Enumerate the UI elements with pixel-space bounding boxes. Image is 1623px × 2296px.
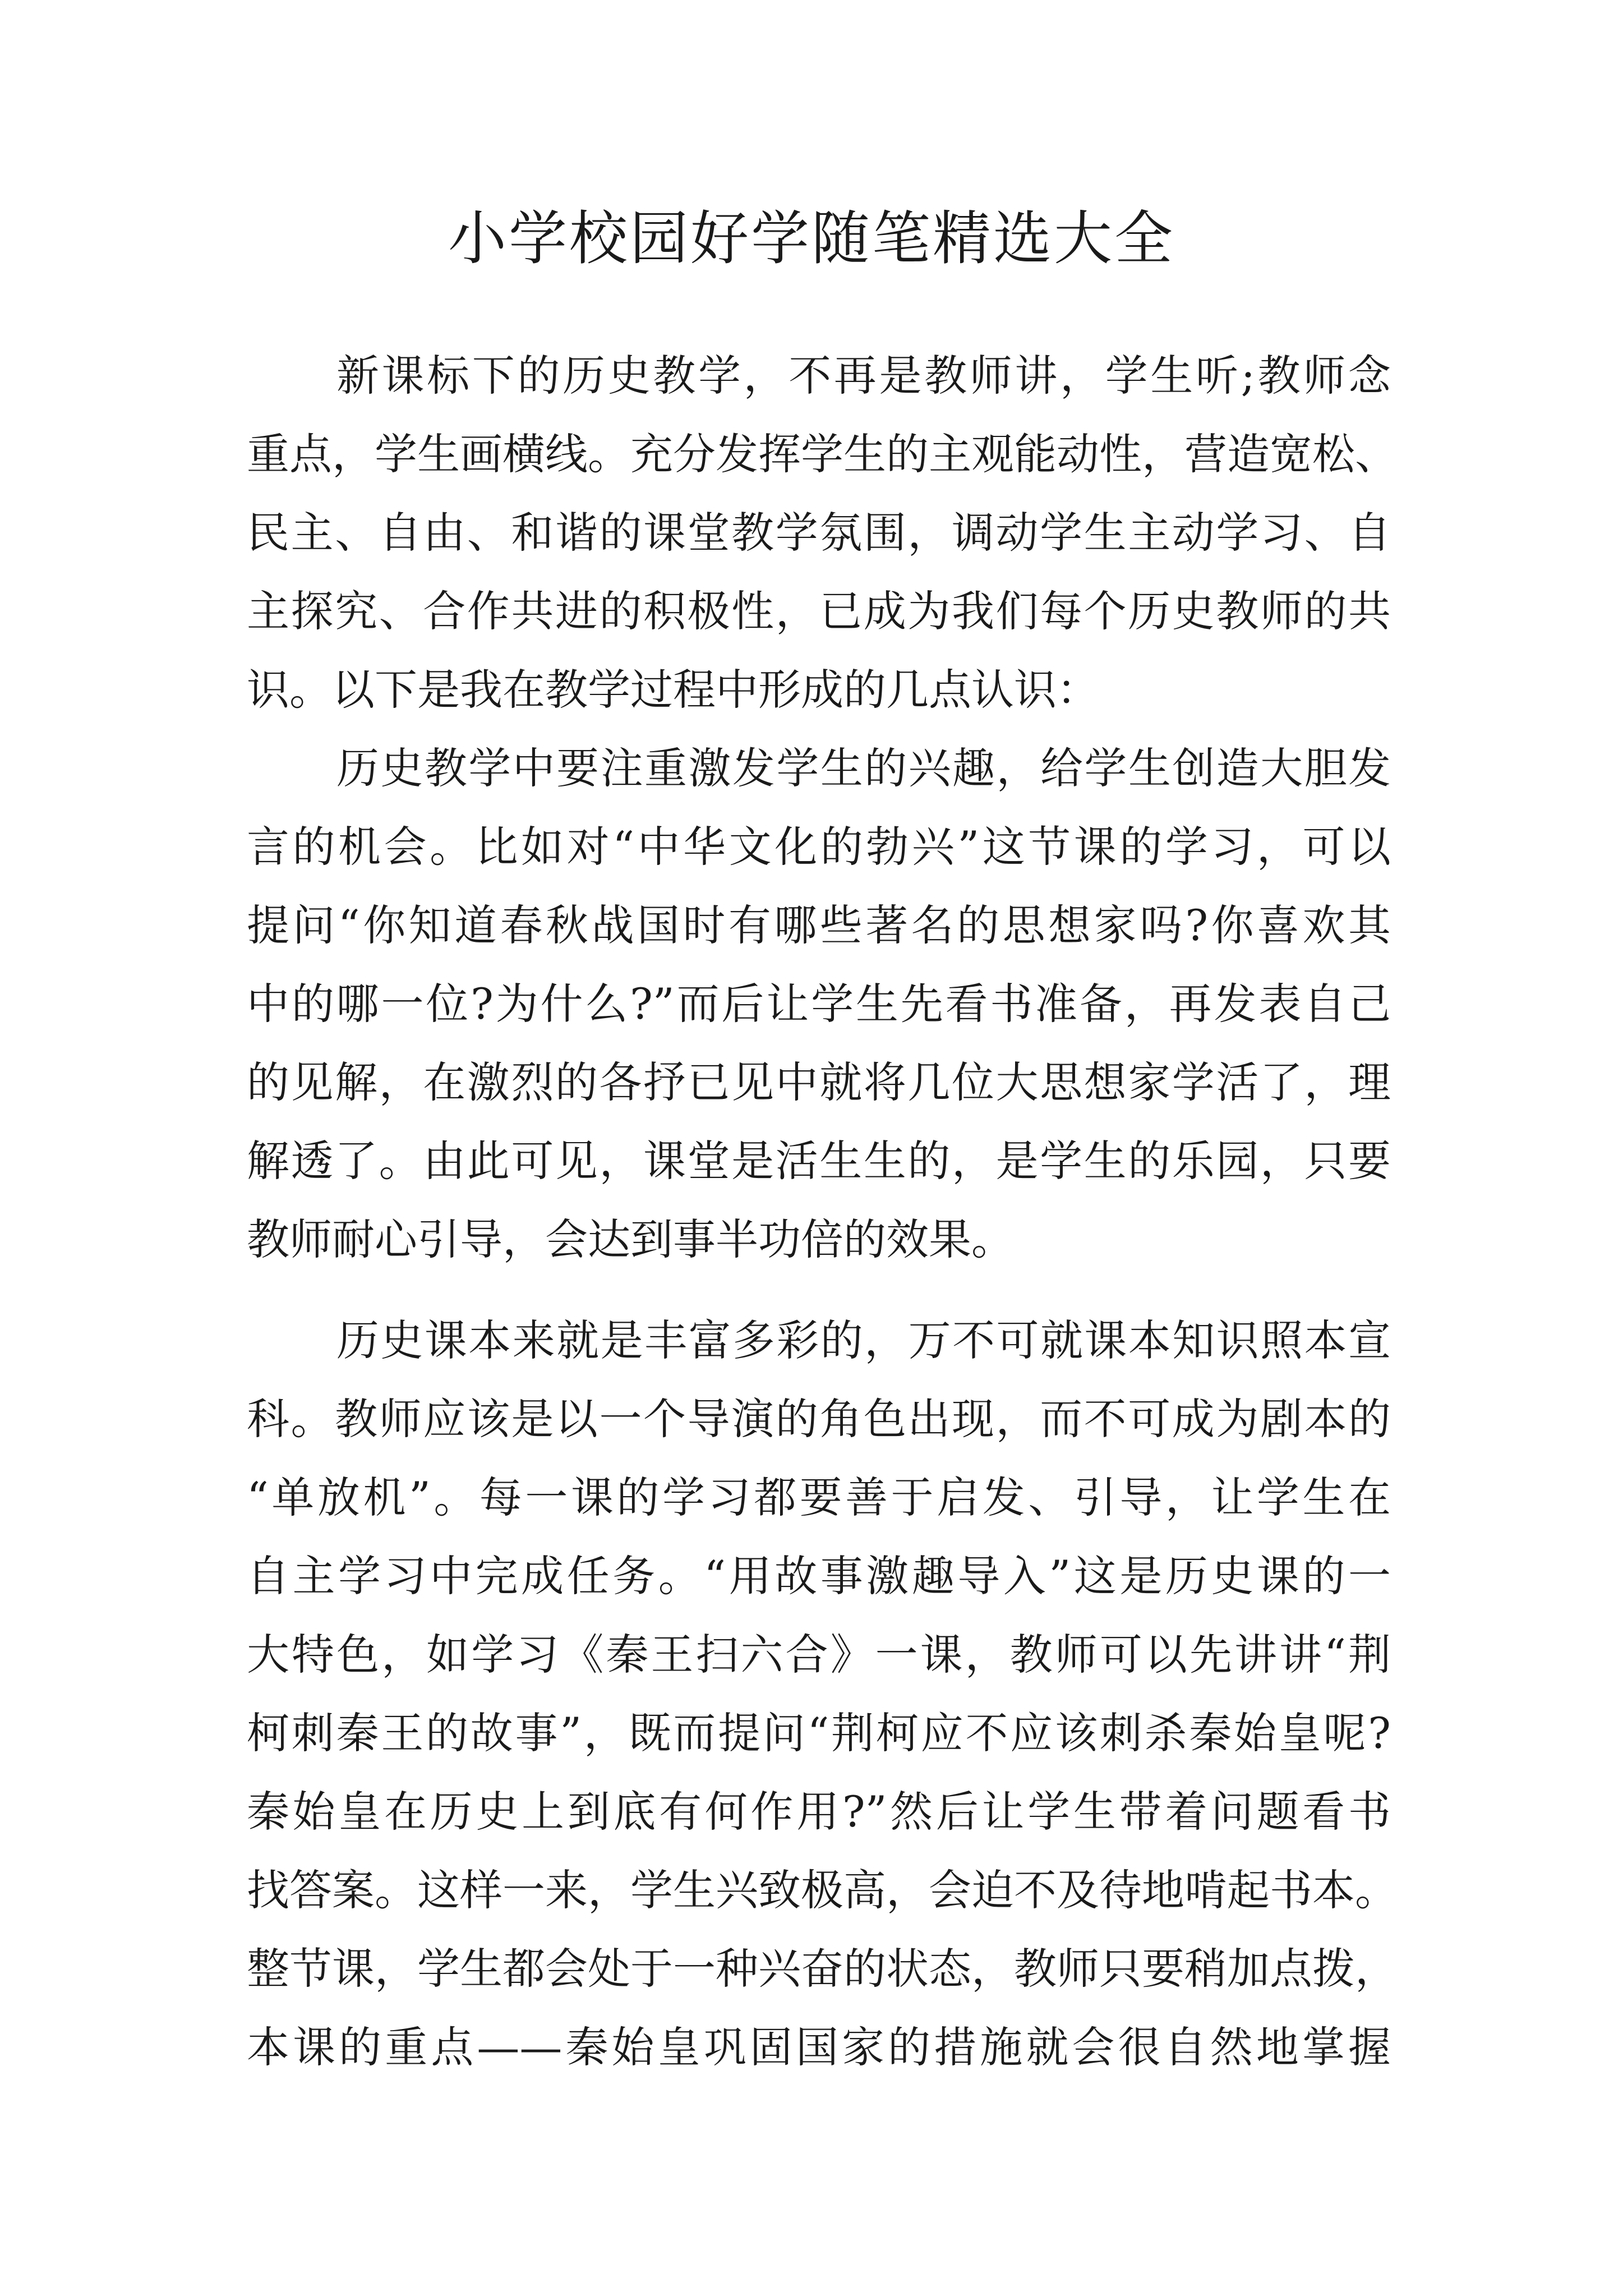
document-title: 小学校园好学随笔精选大全	[448, 204, 1175, 273]
paragraph-line: 秦始皇在历史上到底有何作用?”然后让学生带着问题看书	[247, 1787, 1391, 1837]
paragraph-line: 言的机会。比如对“中华文化的勃兴”这节课的学习，可以	[247, 822, 1391, 872]
paragraph-line: “单放机”。每一课的学习都要善于启发、引导，让学生在	[247, 1473, 1391, 1522]
paragraph-line: 自主学习中完成任务。“用故事激趣导入”这是历史课的一	[247, 1551, 1391, 1601]
paragraph-line: 重点，学生画横线。充分发挥学生的主观能动性，营造宽松、	[247, 429, 1398, 479]
paragraph-line: 的见解，在激烈的各抒已见中就将几位大思想家学活了，理	[247, 1057, 1391, 1107]
paragraph-line: 科。教师应该是以一个导演的角色出现，而不可成为剧本的	[247, 1394, 1391, 1444]
paragraph-line: 新课标下的历史教学，不再是教师讲，学生听;教师念	[336, 351, 1391, 401]
paragraph-line: 提问“你知道春秋战国时有哪些著名的思想家吗?你喜欢其	[247, 900, 1391, 950]
paragraph-line: 找答案。这样一来，学生兴致极高，会迫不及待地啃起书本。	[247, 1865, 1398, 1915]
paragraph-line: 主探究、合作共进的积极性，已成为我们每个历史教师的共	[247, 586, 1391, 636]
paragraph-line: 民主、自由、和谐的课堂教学氛围，调动学生主动学习、自	[247, 508, 1391, 558]
paragraph-line: 教师耐心引导，会达到事半功倍的效果。	[247, 1214, 1014, 1264]
paragraph-line: 历史课本来就是丰富多彩的，万不可就课本知识照本宣	[336, 1315, 1391, 1365]
paragraph-line: 大特色，如学习《秦王扫六合》一课，教师可以先讲讲“荆	[247, 1630, 1391, 1680]
paragraph-line: 本课的重点——秦始皇巩固国家的措施就会很自然地掌握	[247, 2022, 1391, 2072]
paragraph-line: 整节课，学生都会处于一种兴奋的状态，教师只要稍加点拨，	[247, 1944, 1398, 1994]
paragraph-line: 历史教学中要注重激发学生的兴趣，给学生创造大胆发	[336, 743, 1391, 793]
paragraph-line: 解透了。由此可见，课堂是活生生的，是学生的乐园，只要	[247, 1136, 1391, 1186]
paragraph-line: 识。以下是我在教学过程中形成的几点认识：	[247, 665, 1099, 715]
paragraph-line: 中的哪一位?为什么?”而后让学生先看书准备，再发表自己	[247, 979, 1391, 1029]
paragraph-line: 柯刺秦王的故事”，既而提问“荆柯应不应该刺杀秦始皇呢?	[247, 1708, 1391, 1758]
